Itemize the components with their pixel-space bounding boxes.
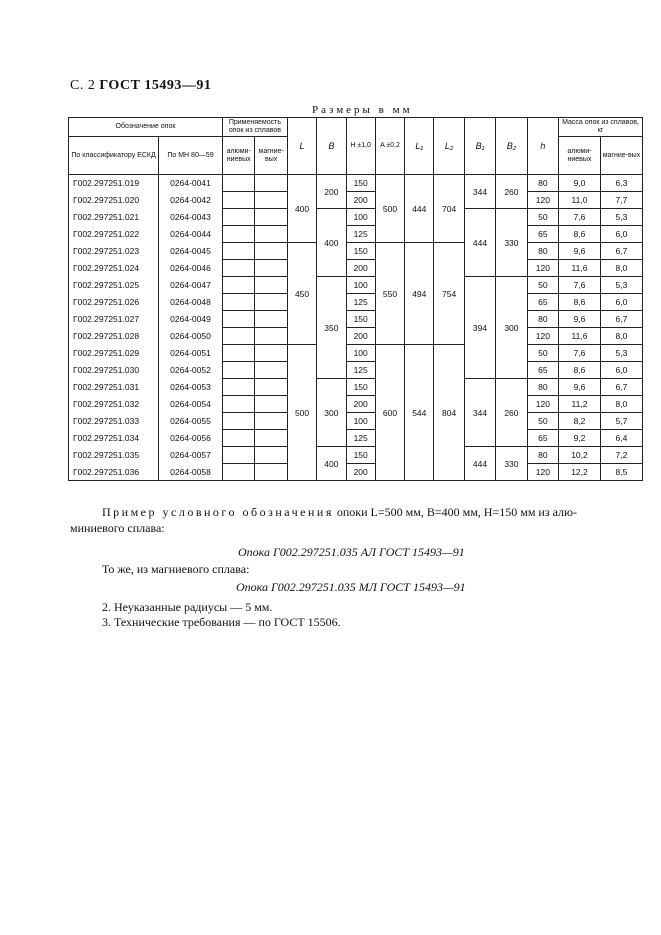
cell-mn: 0264-0042	[159, 192, 223, 209]
example-intro	[102, 503, 642, 521]
cell-applicability	[255, 430, 287, 447]
table-row	[69, 396, 643, 413]
cell-mn: 0264-0049	[159, 311, 223, 328]
cell-h-upper: 150	[346, 447, 375, 464]
table-row	[69, 379, 643, 396]
cell-mass-magn: 5,3	[600, 277, 642, 294]
cell-mass-magn: 5,3	[600, 209, 642, 226]
cell-mn: 0264-0057	[159, 447, 223, 464]
cell-mn: 0264-0047	[159, 277, 223, 294]
table-row	[69, 345, 643, 362]
cell-mass-alum: 9,6	[559, 311, 601, 328]
example-intro-rest: опоки L=500 мм, B=400 мм, H=150 мм из алю-	[336, 505, 577, 519]
col-B-header: B	[317, 118, 346, 175]
cell-b1: 444	[464, 209, 495, 277]
note-radii: 2. Неуказанные радиусы — 5 мм.	[102, 600, 273, 614]
cell-l: 500	[287, 345, 316, 481]
note-requirements: 3. Технические требования — по ГОСТ 15506.	[102, 615, 341, 629]
cell-applicability	[222, 430, 254, 447]
table-row	[69, 294, 643, 311]
cell-mass-alum: 7,6	[559, 345, 601, 362]
cell-a: 500	[375, 175, 404, 243]
cell-h-upper: 150	[346, 243, 375, 260]
cell-mn: 0264-0046	[159, 260, 223, 277]
cell-mn: 0264-0055	[159, 413, 223, 430]
cell-mass-alum: 9,2	[559, 430, 601, 447]
cell-code: Г002.297251.026	[69, 294, 159, 311]
cell-h-upper: 125	[346, 226, 375, 243]
cell-h-upper: 100	[346, 277, 375, 294]
cell-applicability	[222, 413, 254, 430]
example-intro-line2: миниевого сплава:	[70, 521, 165, 535]
classifier-header: По классификатору ЕСКД	[69, 137, 159, 175]
designation-ml: Опока Г002.297251.035 МЛ ГОСТ 15493—91	[236, 580, 466, 594]
cell-code: Г002.297251.022	[69, 226, 159, 243]
cell-mass-alum: 9,6	[559, 379, 601, 396]
cell-h-upper: 125	[346, 362, 375, 379]
table-row	[69, 430, 643, 447]
cell-h: 120	[527, 328, 558, 345]
cell-b1: 394	[464, 277, 495, 379]
cell-mass-magn: 6,7	[600, 379, 642, 396]
cell-h: 65	[527, 362, 558, 379]
cell-applicability	[255, 311, 287, 328]
cell-l: 450	[287, 243, 316, 345]
col-A-header: A ±0,2	[375, 118, 404, 175]
cell-mass-magn: 8,0	[600, 396, 642, 413]
cell-applicability	[255, 447, 287, 464]
cell-applicability	[255, 277, 287, 294]
cell-applicability	[255, 226, 287, 243]
cell-h-upper: 150	[346, 379, 375, 396]
dimensions-table	[68, 117, 643, 481]
cell-mass-alum: 11,6	[559, 260, 601, 277]
cell-h-upper: 125	[346, 294, 375, 311]
cell-applicability	[255, 243, 287, 260]
col-H-header: H ±1,0	[346, 118, 375, 175]
cell-h-upper: 125	[346, 430, 375, 447]
cell-mass-alum: 12,2	[559, 464, 601, 481]
cell-mn: 0264-0058	[159, 464, 223, 481]
cell-applicability	[222, 328, 254, 345]
cell-l2: 804	[434, 345, 464, 481]
cell-mn: 0264-0052	[159, 362, 223, 379]
cell-mn: 0264-0044	[159, 226, 223, 243]
table-row	[69, 447, 643, 464]
cell-applicability	[222, 311, 254, 328]
cell-mass-magn: 6,3	[600, 175, 642, 192]
cell-applicability	[222, 396, 254, 413]
cell-h-upper: 200	[346, 260, 375, 277]
cell-b: 300	[317, 379, 346, 447]
cell-code: Г002.297251.032	[69, 396, 159, 413]
cell-mn: 0264-0051	[159, 345, 223, 362]
table-row	[69, 192, 643, 209]
standard-title: ГОСТ 15493—91	[99, 78, 212, 93]
cell-applicability	[255, 294, 287, 311]
cell-code: Г002.297251.035	[69, 447, 159, 464]
cell-mn: 0264-0045	[159, 243, 223, 260]
table-row	[69, 209, 643, 226]
cell-applicability	[255, 260, 287, 277]
cell-applicability	[222, 175, 254, 192]
cell-mass-alum: 9,0	[559, 175, 601, 192]
cell-mass-alum: 8,6	[559, 294, 601, 311]
cell-mass-magn: 6,0	[600, 294, 642, 311]
cell-b2: 260	[496, 379, 527, 447]
table-row	[69, 175, 643, 192]
cell-applicability	[222, 226, 254, 243]
cell-h: 65	[527, 226, 558, 243]
cell-b1: 344	[464, 175, 495, 209]
mn-header: По МН 80—59	[159, 137, 223, 175]
table-row	[69, 328, 643, 345]
cell-l1: 494	[405, 243, 434, 345]
cell-mn: 0264-0050	[159, 328, 223, 345]
cell-h-upper: 150	[346, 311, 375, 328]
cell-h-upper: 150	[346, 175, 375, 192]
cell-applicability	[222, 260, 254, 277]
cell-h: 80	[527, 379, 558, 396]
cell-h-upper: 100	[346, 413, 375, 430]
designation-al: Опока Г002.297251.035 АЛ ГОСТ 15493—91	[238, 545, 465, 559]
cell-code: Г002.297251.031	[69, 379, 159, 396]
cell-code: Г002.297251.025	[69, 277, 159, 294]
cell-mn: 0264-0056	[159, 430, 223, 447]
cell-mass-alum: 8,6	[559, 226, 601, 243]
cell-applicability	[222, 464, 254, 481]
cell-l1: 544	[405, 345, 434, 481]
cell-h: 80	[527, 243, 558, 260]
cell-b2: 300	[496, 277, 527, 379]
table-row	[69, 311, 643, 328]
cell-h: 120	[527, 464, 558, 481]
cell-applicability	[255, 345, 287, 362]
cell-h-upper: 100	[346, 209, 375, 226]
cell-applicability	[255, 328, 287, 345]
cell-applicability	[255, 192, 287, 209]
cell-applicability	[222, 345, 254, 362]
cell-b1: 444	[464, 447, 495, 481]
cell-b: 400	[317, 209, 346, 277]
cell-h-upper: 200	[346, 464, 375, 481]
cell-h: 120	[527, 192, 558, 209]
cell-mass-magn: 6,0	[600, 362, 642, 379]
cell-h: 50	[527, 413, 558, 430]
cell-mn: 0264-0053	[159, 379, 223, 396]
cell-applicability	[255, 464, 287, 481]
cell-mass-alum: 7,6	[559, 277, 601, 294]
cell-applicability	[222, 209, 254, 226]
cell-mass-alum: 10,2	[559, 447, 601, 464]
cell-applicability	[222, 243, 254, 260]
cell-code: Г002.297251.020	[69, 192, 159, 209]
col-B2-header: B₂	[496, 118, 527, 175]
cell-mass-alum: 11,2	[559, 396, 601, 413]
cell-mass-magn: 5,7	[600, 413, 642, 430]
table-row	[69, 243, 643, 260]
cell-applicability	[255, 175, 287, 192]
cell-mn: 0264-0048	[159, 294, 223, 311]
cell-mass-magn: 8,0	[600, 260, 642, 277]
cell-b2: 330	[496, 209, 527, 277]
cell-mass-alum: 11,0	[559, 192, 601, 209]
cell-mass-magn: 6,7	[600, 311, 642, 328]
mass-alum-header: алюми-ниевых	[559, 137, 601, 175]
table-row	[69, 413, 643, 430]
cell-code: Г002.297251.023	[69, 243, 159, 260]
cell-h: 80	[527, 175, 558, 192]
cell-applicability	[222, 277, 254, 294]
magn-header: магние-вых	[255, 137, 287, 175]
cell-code: Г002.297251.027	[69, 311, 159, 328]
cell-h: 65	[527, 430, 558, 447]
cell-b2: 260	[496, 175, 527, 209]
cell-b: 350	[317, 277, 346, 379]
cell-mass-magn: 7,7	[600, 192, 642, 209]
page-header	[70, 78, 211, 94]
table-row	[69, 277, 643, 294]
cell-mass-magn: 7,2	[600, 447, 642, 464]
cell-mass-magn: 6,4	[600, 430, 642, 447]
cell-h-upper: 100	[346, 345, 375, 362]
cell-h: 50	[527, 277, 558, 294]
cell-applicability	[222, 379, 254, 396]
cell-mass-alum: 7,6	[559, 209, 601, 226]
cell-b: 200	[317, 175, 346, 209]
cell-applicability	[255, 379, 287, 396]
cell-code: Г002.297251.036	[69, 464, 159, 481]
cell-mass-magn: 6,7	[600, 243, 642, 260]
cell-mn: 0264-0054	[159, 396, 223, 413]
cell-h: 80	[527, 447, 558, 464]
mass-magn-header: магние-вых	[600, 137, 642, 175]
col-L2-header: L₂	[434, 118, 464, 175]
col-B1-header: B₁	[464, 118, 495, 175]
cell-applicability	[255, 413, 287, 430]
units-label: Размеры в мм	[312, 104, 413, 116]
cell-applicability	[255, 209, 287, 226]
cell-applicability	[222, 192, 254, 209]
example-intro-spaced: Пример условного обозначения	[102, 505, 334, 519]
cell-mass-magn: 8,0	[600, 328, 642, 345]
cell-code: Г002.297251.021	[69, 209, 159, 226]
col-L1-header: L₁	[405, 118, 434, 175]
col-L-header: L	[287, 118, 316, 175]
cell-h-upper: 200	[346, 192, 375, 209]
designation-header: Обозначение опок	[69, 118, 223, 137]
applicability-header: Применяемость опок из сплавов	[222, 118, 287, 137]
cell-h: 50	[527, 209, 558, 226]
cell-mn: 0264-0041	[159, 175, 223, 192]
cell-mass-magn: 5,3	[600, 345, 642, 362]
cell-a: 600	[375, 345, 404, 481]
col-h-header: h	[527, 118, 558, 175]
cell-code: Г002.297251.030	[69, 362, 159, 379]
cell-code: Г002.297251.029	[69, 345, 159, 362]
page-number: С. 2	[70, 78, 96, 93]
cell-applicability	[255, 396, 287, 413]
table-row	[69, 464, 643, 481]
cell-code: Г002.297251.028	[69, 328, 159, 345]
cell-mass-magn: 6,0	[600, 226, 642, 243]
cell-code: Г002.297251.024	[69, 260, 159, 277]
mass-header: Масса опок из сплавов, кг	[559, 118, 643, 137]
cell-b: 400	[317, 447, 346, 481]
cell-b1: 344	[464, 379, 495, 447]
cell-applicability	[255, 362, 287, 379]
cell-mn: 0264-0043	[159, 209, 223, 226]
table-row	[69, 260, 643, 277]
cell-mass-alum: 8,2	[559, 413, 601, 430]
table-row	[69, 362, 643, 379]
cell-mass-magn: 8,5	[600, 464, 642, 481]
cell-mass-alum: 8,6	[559, 362, 601, 379]
cell-mass-alum: 11,6	[559, 328, 601, 345]
table-row	[69, 226, 643, 243]
same-magn-text: То же, из магниевого сплава:	[102, 562, 250, 576]
cell-l: 400	[287, 175, 316, 243]
alum-header: алюми-ниевых	[222, 137, 254, 175]
cell-code: Г002.297251.019	[69, 175, 159, 192]
cell-h: 65	[527, 294, 558, 311]
cell-b2: 330	[496, 447, 527, 481]
cell-applicability	[222, 294, 254, 311]
cell-h-upper: 200	[346, 396, 375, 413]
cell-h: 120	[527, 260, 558, 277]
cell-applicability	[222, 362, 254, 379]
cell-h-upper: 200	[346, 328, 375, 345]
cell-h: 120	[527, 396, 558, 413]
cell-code: Г002.297251.034	[69, 430, 159, 447]
cell-code: Г002.297251.033	[69, 413, 159, 430]
cell-a: 550	[375, 243, 404, 345]
cell-mass-alum: 9,6	[559, 243, 601, 260]
cell-h: 80	[527, 311, 558, 328]
cell-l2: 754	[434, 243, 464, 345]
cell-l1: 444	[405, 175, 434, 243]
cell-l2: 704	[434, 175, 464, 243]
cell-h: 50	[527, 345, 558, 362]
cell-applicability	[222, 447, 254, 464]
